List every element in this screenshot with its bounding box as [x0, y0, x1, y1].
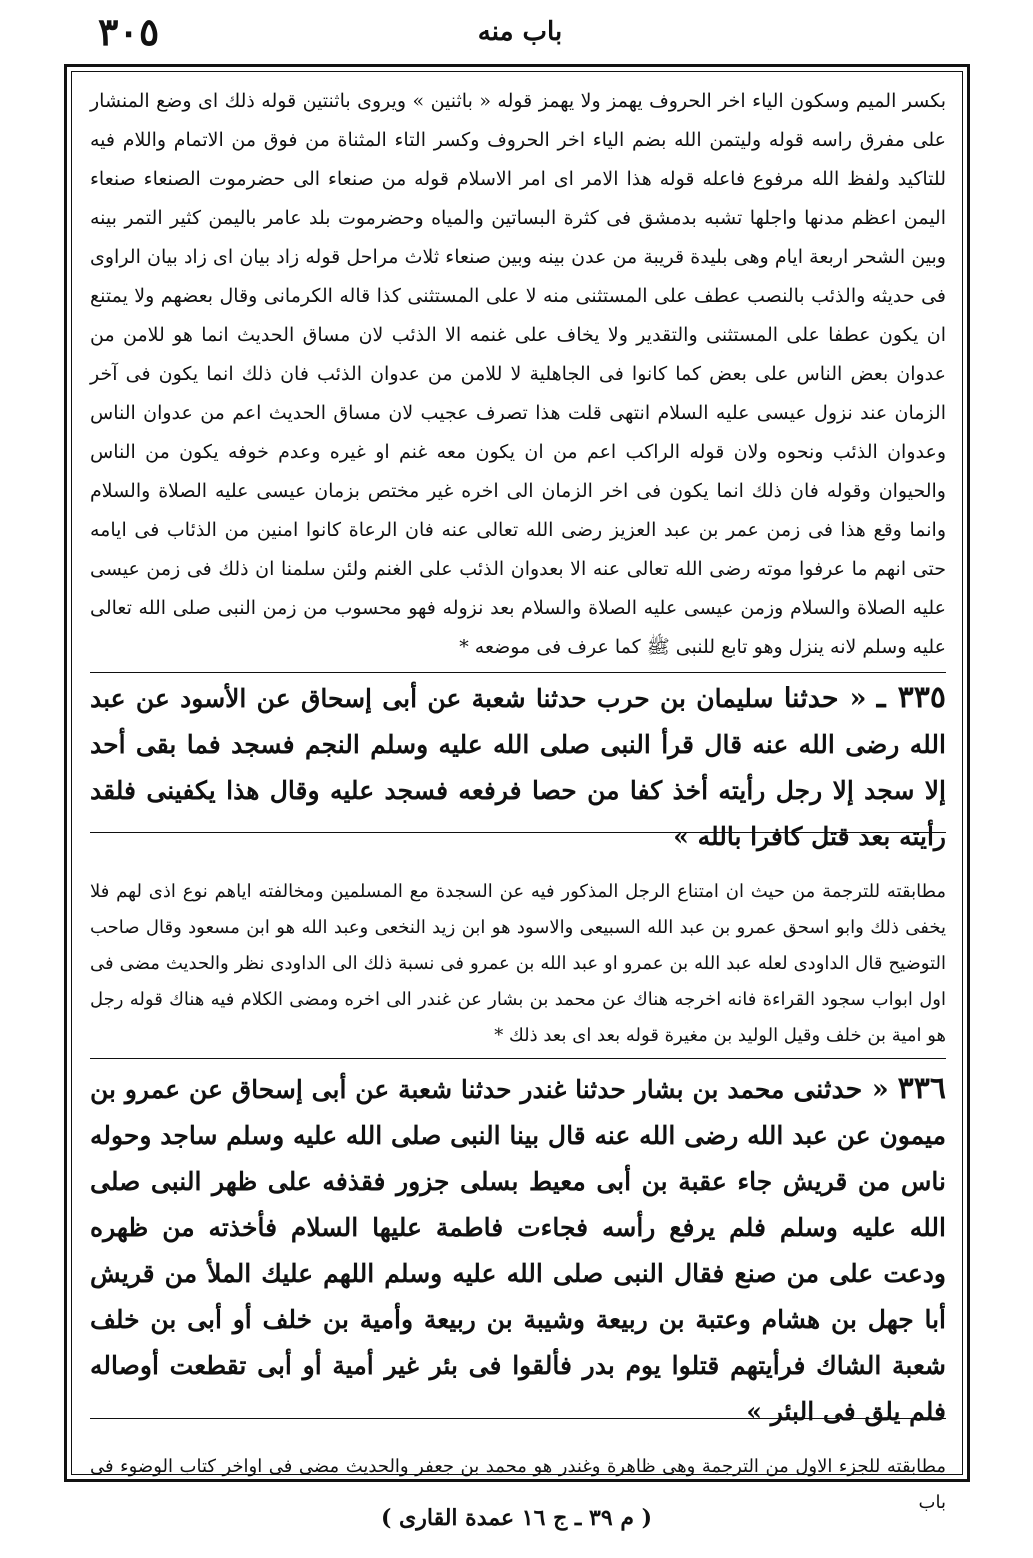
commentary-paragraph-1: بكسر الميم وسكون الياء اخر الحروف يهمز ولا يهمز قوله « باثنين » ويروى باثنتين قوله ذلك اى وضع المنشار على مفرق راسه قوله وليتمن الله بضم الياء اخر الحروف وكسر التاء المثناة من فوق من الاتمام واللام فيه للتاكيد ولفظ الله مرفوع فاعله قوله هذا الامر اى امر الاسلام قوله من صنعاء الى حضرموت الصنعاء صنعاء اليمن اعظم مدنها واجلها تشبه بدمشق فى كثرة البساتين والمياه وحضرموت بلد عامر باليمن كثير التمر بينه وبين الشحر اربعة ايام وهى بليدة قريبة من عدن بينه وبين صنعاء ثلاث مراحل قوله زاد بيان اى زاد بيان الراوى فى حديثه والذئب بالنصب عطف على المستثنى منه لا على المستثنى كذا قاله الكرمانى وقال بعضهم ولا يمتنع ان يكون عطفا على المستثنى والتقدير ولا يخاف على غنمه الا الذئب لان مساق الحديث انما هو للامن من عدوان بعض الناس على بعض كما كانوا فى الجاهلية لا للامن من عدوان الذئب فان ذلك انما يكون فى آخر الزمان عند نزول عيسى عليه السلام انتهى قلت هذا تصرف عجيب لان مساق الحديث اعم من عدوان الناس وعدوان الذئب ونحوه ولان قوله الراكب اعم من ان يكون معه غنم او غيره وعدم خوفه يكون من الناس والحيوان وقوله فان ذلك انما يكون فى اخر الزمان الى اخره غير مختص بزمان عيسى عليه الصلاة والسلام وانما وقع هذا فى زمن عمر بن عبد العزيز رضى الله تعالى عنه فان الرعاة كانوا امنين من الذئاب فى ايامه حتى انهم ما عرفوا موته رضى الله تعالى عنه الا بعدوان الذئب على الغنم ولئن سلمنا ان ذلك فى زمن عيسى عليه الصلاة والسلام وزمن عيسى عليه الصلاة والسلام بعد نزوله فهو محسوب من زمن النبى صلى الله تعالى عليه وسلم لانه ينزل وهو تابع للنبى ﷺ كما عرف فى موضعه * [90, 90, 946, 658]
section-divider [90, 672, 946, 673]
running-title: باب منه [477, 17, 563, 47]
page-header [0, 0, 1033, 70]
hadith-336 [90, 1066, 946, 1435]
page-footer: ( م ٣٩ ـ ج ١٦ عمدة القارى ) [380, 1505, 653, 1531]
hadith-text: محمد بن بشار حدثنا غندر حدثنا شعبة عن أبى إسحاق عن عمرو بن ميمون عن عبد الله رضى الله عنه قال بينا النبى صلى الله عليه وسلم ساجد وحوله ناس من قريش جاء عقبة بن أبى معيط بسلى جزور فقذفه على ظهر النبى صلى الله عليه وسلم فلم يرفع رأسه فجاءت فاطمة عليها السلام فأخذته من ظهره ودعت على من صنع فقال النبى صلى الله عليه وسلم اللهم عليك الملأ من قريش أبا جهل بن هشام وعتبة بن ربيعة وشيبة بن ربيعة وأمية بن خلف أو أبى بن خلف شعبة الشاك فرأيتهم قتلوا يوم بدر فألقوا فى بئر غير أمية أو أبى تقطعت أوصاله فلم يلق فى البئر » [90, 1075, 946, 1426]
section-divider [90, 1418, 946, 1419]
hadith-intro: « حدثنا [783, 683, 867, 714]
hadith-number: ٣٣٦ [897, 1071, 946, 1106]
page-body [90, 82, 946, 1513]
section-divider [90, 832, 946, 833]
page-number: ٣٠٥ [98, 9, 160, 54]
hadith-text: سليمان بن حرب حدثنا شعبة عن أبى إسحاق عن الأسود عن عبد الله رضى الله عنه قال قرأ النبى صلى الله عليه وسلم النجم فسجد فما بقى أحد إلا سجد إلا رجل رأيته أخذ كفا من حصا فرفعه فسجد عليه وقال هذا يكفينى فلقد رأيته بعد قتل كافرا بالله » [90, 684, 946, 851]
hadith-number: ٣٣٥ ـ [876, 680, 946, 715]
commentary-paragraph-2: مطابقته للترجمة من حيث ان امتناع الرجل المذكور فيه عن السجدة مع المسلمين ومخالفته اياهم نوع اذى لهم فلا يخفى ذلك وابو اسحق عمرو بن عبد الله السبيعى والاسود هو ابن زيد النخعى وعبد الله هو ابن مسعود وقال صاحب التوضيح قال الداودى لعله عبد الله بن عمرو او عبد الله بن عمرو فى نسبة ذلك الى الداودى نظر والحديث مضى فى اول ابواب سجود القراءة فانه اخرجه هناك عن محمد بن بشار عن غندر الى اخره ومضى الكلام فيه هناك قوله رجل هو امية بن خلف وقيل الوليد بن مغيرة قوله بعد اى بعد ذلك * [90, 881, 946, 1046]
section-divider [90, 1058, 946, 1059]
hadith-intro: « حدثنى [793, 1074, 889, 1105]
commentary-paragraph-3: مطابقته للجزء الاول من الترجمة وهى ظاهرة وغندر هو محمد بن جعفر والحديث مضى فى اواخر كتاب الوضوء فى باب [90, 1456, 946, 1513]
